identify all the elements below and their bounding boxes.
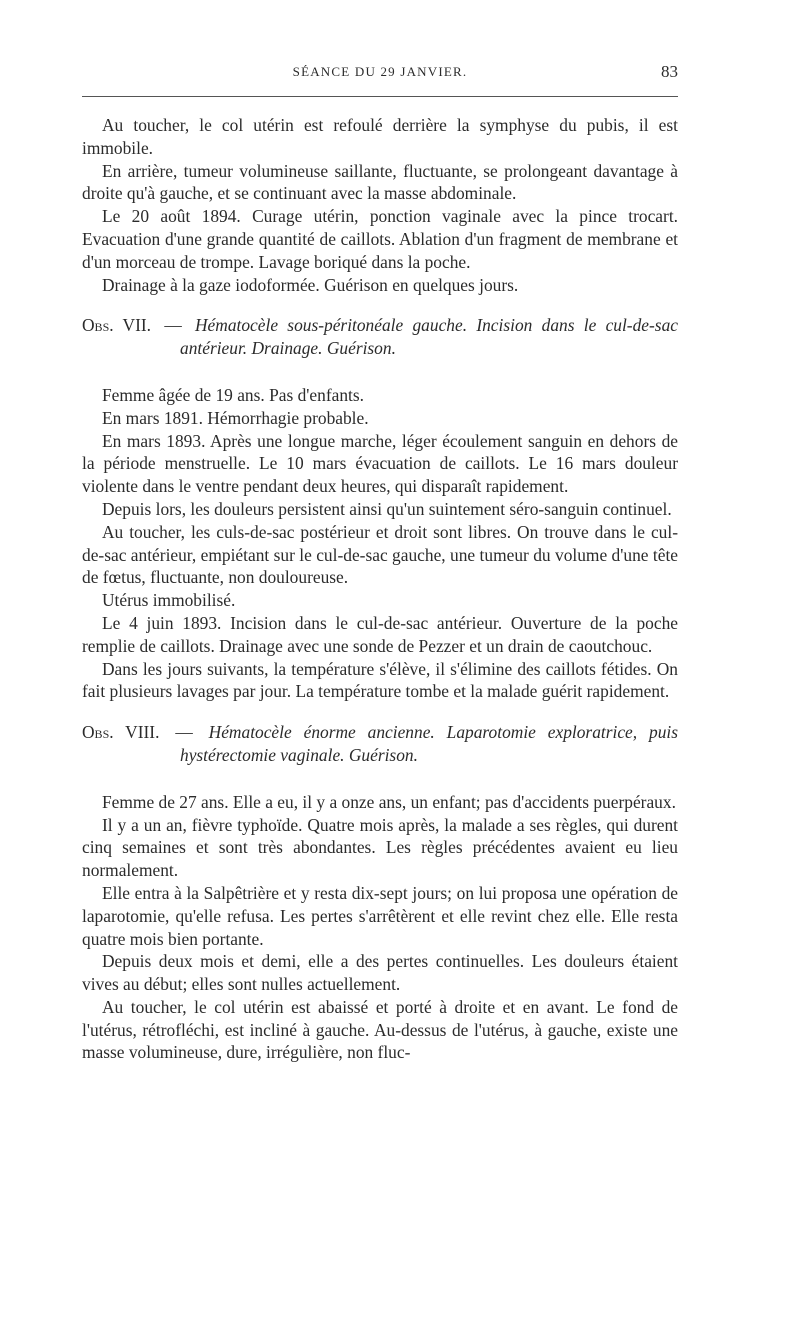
observation-dash: — [175,722,193,743]
paragraph: Drainage à la gaze iodoformée. Guérison en quelques jours. [102,274,519,295]
paragraph: Femme de 27 ans. Elle a eu, il y a onze ans, un enfant; pas d'accidents puerpéraux. [102,791,676,812]
observation-title: Hématocèle sous-péritonéale gauche. Incision dans le cul-de-sac antérieur. Drainage. Guérison. [180,315,678,359]
paragraph: Depuis deux mois et demi, elle a des pertes continuelles. Les douleurs étaient vives au début; elles sont nulles actuellement. [82,951,678,995]
page-number: 83 [661,62,678,81]
observation-label: Obs. VII. [82,315,152,336]
paragraph: Au toucher, les culs-de-sac postérieur et droit sont libres. On trouve dans le cul-de-sac antérieur, empiétant sur le cul-de-sac gauche, une tumeur du volume d'une tête de fœtus, fluctuante, non douloureuse. [82,521,678,588]
paragraph: Le 4 juin 1893. Incision dans le cul-de-sac antérieur. Ouverture de la poche remplie de caillots. Drainage avec une sonde de Pezzer et un drain de caoutchouc. [82,612,678,656]
paragraph: Au toucher, le col utérin est abaissé et porté à droite et en avant. Le fond de l'utérus, rétrofléchi, est incliné à gauche. Au-dessus de l'utérus, à gauche, existe une masse volumineuse, dure, irrégulière, non fluc- [82,996,678,1063]
paragraph: En mars 1891. Hémorrhagie probable. [102,407,369,428]
paragraph: Femme âgée de 19 ans. Pas d'enfants. [102,384,364,405]
running-head-title: SÉANCE DU 29 JANVIER. [292,64,468,79]
paragraph: Au toucher, le col utérin est refoulé derrière la symphyse du pubis, il est immobile. [82,115,678,158]
paragraph: Elle entra à la Salpêtrière et y resta dix-sept jours; on lui proposa une opération de laparotomie, qu'elle refusa. Les pertes s'arrêtèrent et elle revint chez elle. Elle resta quatre mois bien portante. [82,882,678,949]
observation-heading-7 [82,314,678,360]
observation-title: Hématocèle énorme ancienne. Laparotomie exploratrice, puis hystérectomie vaginale. Guérison. [180,722,678,765]
paragraph: Depuis lors, les douleurs persistent ainsi qu'un suintement séro-sanguin continuel. [102,498,672,519]
running-head [82,62,678,86]
observation-label: Obs. VIII. [82,722,160,743]
observation-heading-8 [82,721,678,767]
paragraph: En mars 1893. Après une longue marche, léger écoulement sanguin en dehors de la période menstruelle. Le 10 mars évacuation de caillots. Le 16 mars douleur violente dans le ventre pendant deux heures, qui disparaît rapidement. [82,430,678,497]
paragraph: Dans les jours suivants, la température s'élève, il s'élimine des caillots fétides. On fait plusieurs lavages par jour. La température tombe et la malade guérit rapidement. [82,658,678,702]
paragraph: Utérus immobilisé. [102,590,236,611]
paragraph: En arrière, tumeur volumineuse saillante, fluctuante, se prolongeant davantage à droite qu'à gauche, et se continuant avec la masse abdominale. [82,160,678,204]
observation-dash: — [164,315,182,336]
paragraph: Le 20 août 1894. Curage utérin, ponction vaginale avec la pince trocart. Evacuation d'une grande quantité de caillots. Ablation d'un fragment de membrane et d'un morceau de trompe. Lavage boriqué dans la poche. [82,206,678,272]
header-rule [82,96,678,97]
body-text [82,114,678,1064]
paragraph: Il y a un an, fièvre typhoïde. Quatre mois après, la malade a ses règles, qui durent cinq semaines et sont très abondantes. Les règles précédentes avaient eu lieu normalement. [82,814,678,881]
